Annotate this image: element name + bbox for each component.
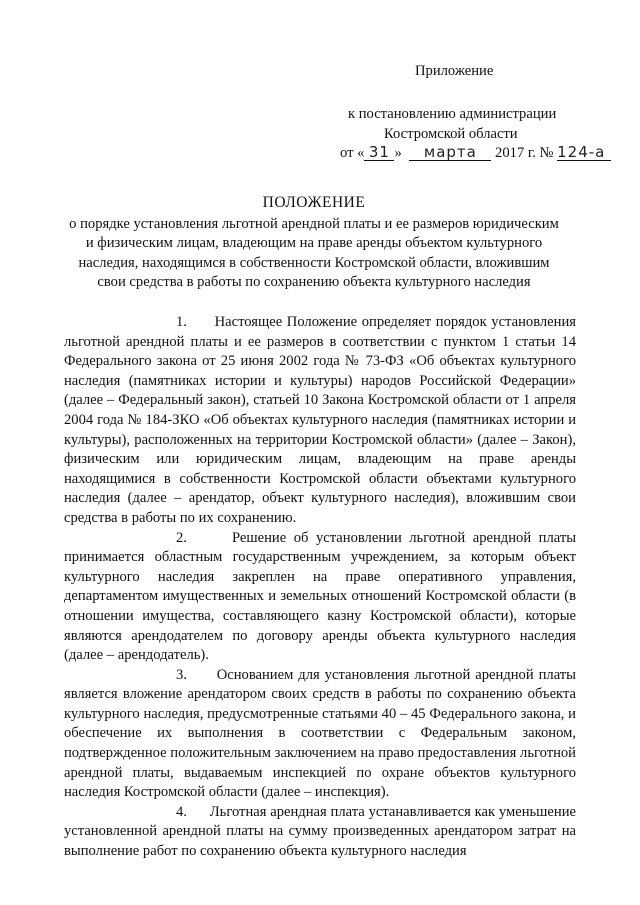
paragraph-text: Основанием для установления льготной арендной платы является вложение арендатором своих средств в работы по сохранению объекта культурного наследия, предусмотренные статьями 40 – 45 Федерального закона, и обеспечение их выполнения в соответствии с Федеральным законом, подтвержденное положительным заключением на право предоставления льготной арендной платы, выдаваемым инспекцией по охране объектов культурного наследия Костромской области (далее – инспекция).	[64, 666, 576, 801]
paragraph-number: 4.	[176, 803, 187, 820]
date-mid: »	[394, 145, 402, 162]
paragraph-4	[64, 803, 576, 862]
ref-line-1: к постановлению администрации	[348, 106, 557, 122]
paragraph-number: 3.	[176, 666, 187, 683]
document-body	[64, 313, 576, 862]
title-heading: ПОЛОЖЕНИЕ	[262, 194, 366, 211]
title-subtitle: о порядке установления льготной арендной платы и ее размеров юридическим и физическим лицам, владеющим на праве аренды объектом культурного наследия, находящимся в собственности Костромской области, вложившим свои средства в работы по сохранению объекта культурного наследия	[69, 215, 559, 291]
resolution-reference	[340, 105, 630, 164]
paragraph-number: 2.	[176, 529, 187, 546]
paragraph-2	[64, 529, 576, 666]
ref-line-2: Костромской области	[384, 125, 518, 142]
appendix-label: Приложение	[415, 63, 494, 79]
document-title	[64, 193, 564, 293]
date-year: 2017 г. №	[495, 145, 554, 162]
date-month: марта	[409, 145, 491, 161]
paragraph-number: 1.	[176, 314, 187, 330]
paragraph-3	[64, 666, 576, 803]
date-prefix: от «	[340, 145, 365, 162]
resolution-number: 124-а	[557, 145, 611, 161]
paragraph-1	[64, 313, 576, 529]
paragraph-text: Решение об установлении льготной арендной платы принимается областным государственным учреждением, за которым объект культурного наследия закреплен на праве оперативного управления, департаментом имущественных и земельных отношений Костромской области (в отношении имущества, составляющего казну Костромской области), которые являются арендодателем по договору аренды объекта культурного наследия (далее – арендодатель).	[64, 529, 577, 664]
ref-date-line	[340, 144, 630, 164]
paragraph-text: Льготная арендная плата устанавливается как уменьшение установленной арендной платы на сумму произведенных арендатором затрат на выполнение работ по сохранению объекта культурного наследия	[64, 803, 576, 860]
paragraph-text: Настоящее Положение определяет порядок установления льготной арендной платы и ее размеров в соответствии с пунктом 1 статьи 14 Федерального закона от 25 июня 2002 года № 73-ФЗ «Об объектах культурного наследия (памятниках истории и культуры) народов Российской Федерации» (далее – Федеральный закон), статьей 10 Закона Костромской области от 1 апреля 2004 года № 184-ЗКО «Об объектах культурного наследия (памятниках истории и культуры), расположенных на территории Костромской области» (далее – Закон), физическим или юридическим лицам, владеющим на праве аренды находящимися в собственности Костромской области объектами культурного наследия (далее – арендатор, объект культурного наследия), вложившим свои средства в работы по их сохранению.	[64, 314, 576, 526]
date-day: 31	[364, 145, 394, 161]
